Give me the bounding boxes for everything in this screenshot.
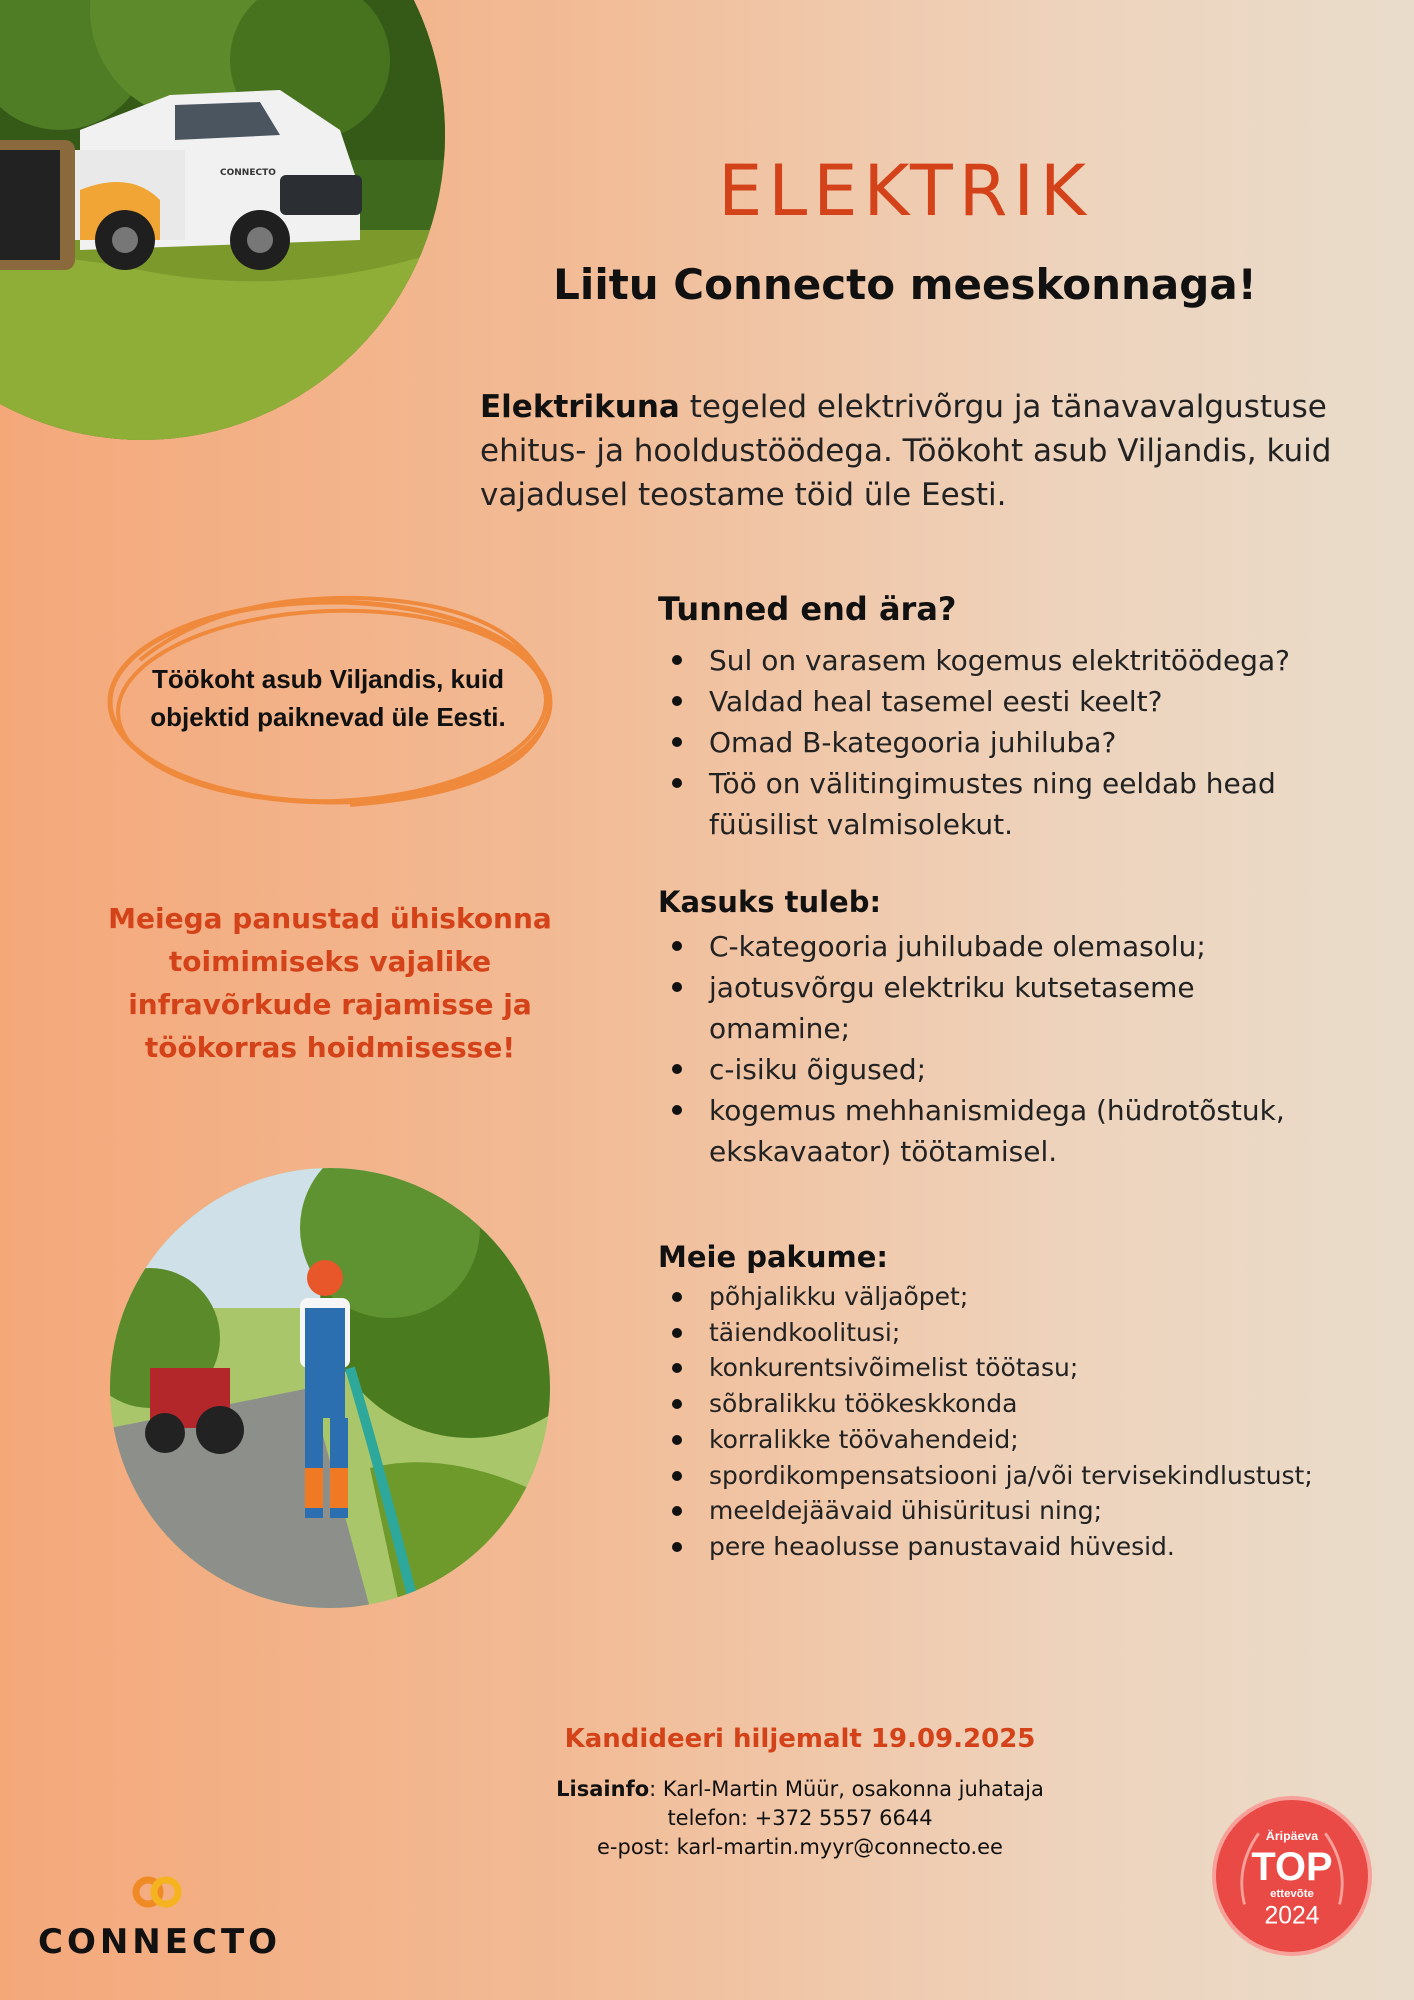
list-item: põhjalikku väljaõpet; [672,1279,1372,1315]
page-title: ELEKTRIK [718,150,1092,232]
connecto-logo-text: CONNECTO [38,1922,282,1962]
contact-email[interactable]: e-post: karl-martin.myyr@connecto.ee [597,1835,1003,1859]
badge-top-text: Äripäeva [1265,1828,1319,1843]
badge-sub-text: ettevõte [1270,1887,1314,1900]
list-item: täiendkoolitusi; [672,1315,1372,1351]
intro-bold: Elektrikuna [480,389,680,425]
location-note-line-1: Töökoht asub Viljandis, kuid [151,664,504,694]
list-item: Töö on välitingimustes ning eeldab head füüsilist valmisolekut. [672,763,1332,845]
worker-photo [110,1168,550,1608]
list-item: pere heaolusse panustavaid hüvesid. [672,1529,1372,1565]
intro-paragraph [480,385,1350,517]
contact-info [300,1775,1300,1862]
truck-photo [0,0,445,440]
list-item: Omad B-kategooria juhiluba? [672,722,1332,763]
offer-heading: Meie pakume: [658,1240,888,1274]
top-company-badge [1212,1796,1372,1956]
list-item: Valdad heal tasemel eesti keelt? [672,681,1332,722]
badge-year: 2024 [1264,1902,1320,1930]
advantages-list [672,926,1332,1172]
location-note [118,660,538,736]
list-item: C-kategooria juhilubade olemasolu; [672,926,1332,967]
list-item: c-isiku õigused; [672,1049,1332,1090]
badge-main-text: TOP [1251,1844,1333,1889]
application-deadline: Kandideeri hiljemalt 19.09.2025 [564,1724,1036,1754]
list-item: Sul on varasem kogemus elektritöödega? [672,640,1332,681]
tagline: Meiega panustad ühiskonna toimimiseks vajalike infravõrkude rajamisse ja töökorras hoidmisesse! [108,902,552,1064]
offer-list [672,1279,1372,1565]
list-item: spordikompensatsiooni ja/või tervisekindlustust; [672,1458,1372,1494]
list-item: kogemus mehhanismidega (hüdrotõstuk, ekskavaator) töötamisel. [672,1090,1332,1172]
connecto-logo-icon [132,1872,182,1912]
list-item: jaotusvõrgu elektriku kutsetaseme omamine; [672,967,1332,1049]
intro-text: tegeled elektrivõrgu ja tänavavalgustuse ehitus- ja hooldustöödega. Töökoht asub Viljandis, kuid vajadusel teostame töid üle Eesti. [480,389,1332,513]
advantages-heading: Kasuks tuleb: [658,885,882,919]
location-note-line-2: objektid paiknevad üle Eesti. [150,702,506,732]
contact-phone[interactable]: telefon: +372 5557 6644 [667,1806,933,1830]
page-subtitle: Liitu Connecto meeskonnaga! [553,260,1257,309]
requirements-list [672,640,1332,845]
list-item: meeldejäävaid ühisüritusi ning; [672,1493,1372,1529]
contact-person: : Karl-Martin Müür, osakonna juhataja [649,1777,1044,1801]
requirements-heading: Tunned end ära? [658,590,957,628]
list-item: konkurentsivõimelist töötasu; [672,1350,1372,1386]
list-item: korralikke töövahendeid; [672,1422,1372,1458]
contact-label: Lisainfo [556,1777,650,1801]
truck-logo-text: CONNECTO [220,168,276,178]
list-item: sõbralikku töökeskkonda [672,1386,1372,1422]
